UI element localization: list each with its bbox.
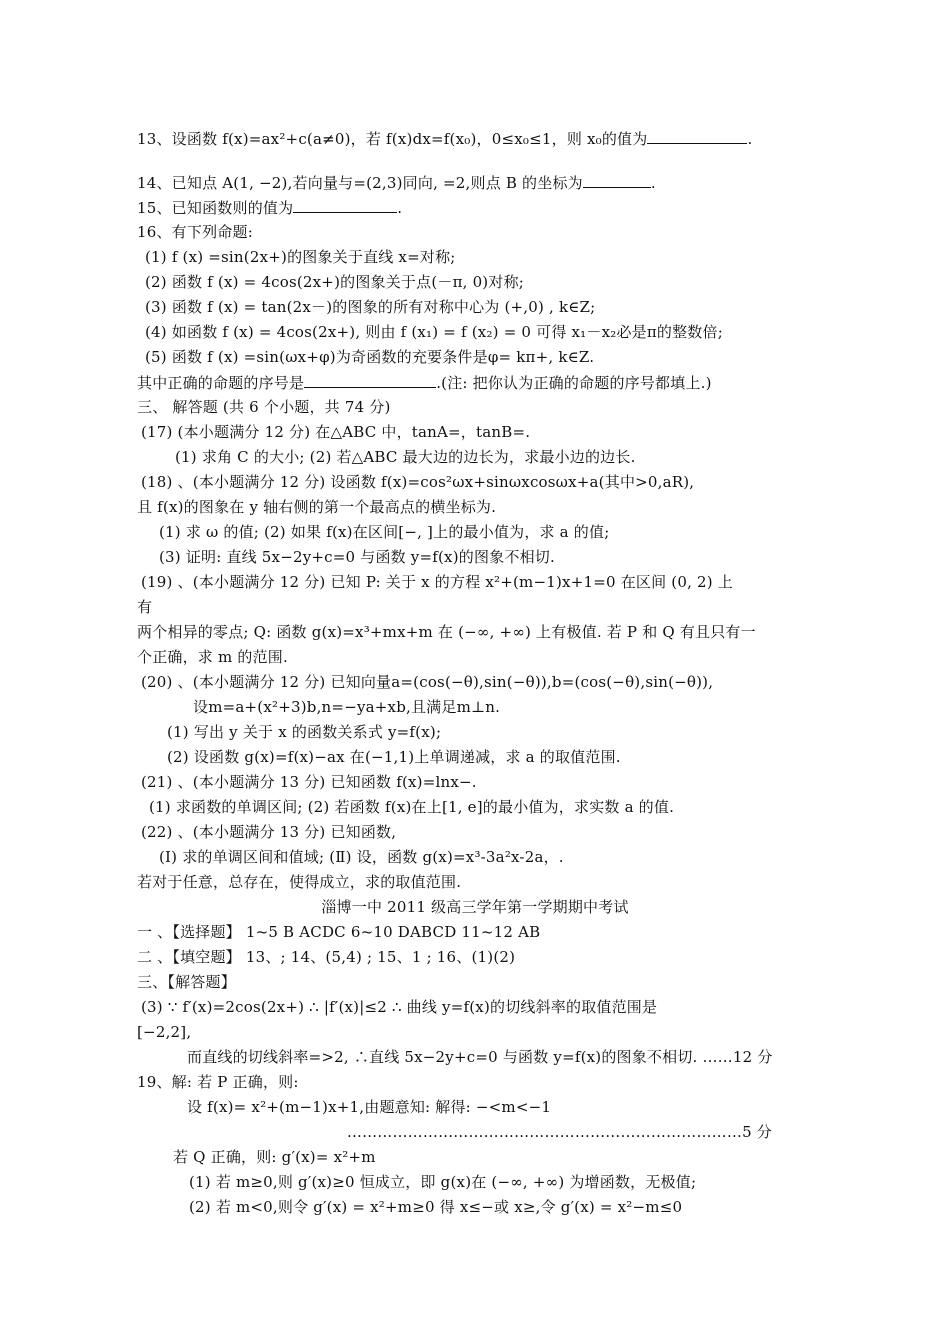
question-19-cont: 个正确，求 m 的范围. — [137, 648, 288, 666]
question-21-parts: (1) 求函数的单调区间; (2) 若函数 f(x)在上[1, e]的最小值为，求实数 a 的值. — [149, 798, 675, 816]
question-22: (22) 、(本小题满分 13 分) 已知函数, — [141, 823, 397, 841]
answer-choice: 一 、【选择题】 1~5 B ACDC 6~10 DABCD 11~12 AB — [137, 923, 541, 941]
question-22-parts: (Ⅰ) 求的单调区间和值域; (Ⅱ) 设，函数 g(x)=x³-3a²x-2a，. — [159, 848, 564, 866]
answer-key-title: 淄博一中 2011 级高三学年第一学期期中考试 — [321, 898, 629, 916]
proposition-1: (1) f (x) =sin(2x+)的图象关于直线 x=对称; — [145, 248, 456, 266]
solution-line: 而直线的切线斜率=>2, ∴直线 5x−2y+c=0 与函数 y=f(x)的图象不相切. ……12 分 — [187, 1048, 773, 1066]
solution-line: 若 Q 正确，则: g′(x)= x²+m — [173, 1148, 376, 1166]
solution-line: (1) 若 m≥0,则 g′(x)≥0 恒成立，即 g(x)在 (−∞, +∞) 为增函数，无极值; — [189, 1173, 697, 1191]
proposition-3: (3) 函数 f (x) = tan(2x－)的图象的所有对称中心为 (+,0) , k∈Z; — [145, 298, 596, 316]
question-22-cont: 若对于任意，总存在，使得成立，求的取值范围. — [137, 873, 462, 891]
question-15: 15、已知函数则的值为 . — [137, 199, 403, 217]
section-3-heading: 三、 解答题 (共 6 个小题，共 74 分) — [137, 398, 391, 416]
answer-blank — [647, 128, 747, 144]
answer-blank — [304, 372, 436, 388]
question-19: (19) 、(本小题满分 12 分) 已知 P: 关于 x 的方程 x²+(m−1)x+1=0 在区间 (0, 2) 上 — [141, 573, 733, 591]
solution-line: 设 f(x)= x²+(m−1)x+1,由题意知: 解得: −<m<−1 — [187, 1098, 552, 1116]
solution-line: [−2,2], — [137, 1023, 192, 1041]
question-18-parts: (1) 求 ω 的值; (2) 如果 f(x)在区间[−, ]上的最小值为，求 a 的值; — [159, 523, 610, 541]
proposition-4: (4) 如函数 f (x) = 4cos(2x+), 则由 f (x₁) = f (x₂) = 0 可得 x₁－x₂必是π的整数倍; — [145, 323, 723, 341]
question-17: (17) (本小题满分 12 分) 在△ABC 中，tanA=，tanB=. — [141, 423, 531, 441]
question-16-answer: 其中正确的命题的序号是 .(注: 把你认为正确的命题的序号都填上.) — [137, 374, 712, 392]
question-19-cont: 有 — [137, 598, 153, 616]
question-16: 16、有下列命题: — [137, 223, 253, 241]
answer-blank — [293, 197, 397, 213]
solution-line: (2) 若 m<0,则令 g′(x) = x²+m≥0 得 x≤−或 x≥,令 g′(x) = x²−m≤0 — [189, 1198, 683, 1216]
question-20-cont: 设m=a+(x²+3)b,n=−ya+xb,且满足m⊥n. — [193, 698, 501, 716]
solution-line: (3) ∵ f′(x)=2cos(2x+) ∴ |f′(x)|≤2 ∴ 曲线 y=f(x)的切线斜率的取值范围是 — [141, 998, 658, 1016]
question-20-part-2: (2) 设函数 g(x)=f(x)−ax 在(−1,1)上单调递减，求 a 的取值范围. — [167, 748, 621, 766]
proposition-2: (2) 函数 f (x) = 4cos(2x+)的图象关于点(－π, 0)对称; — [145, 273, 525, 291]
question-13: 13、设函数 f(x)=ax²+c(a≠0)，若 f(x)dx=f(x₀)，0≤x₀≤1，则 x₀的值为 . — [137, 130, 753, 148]
solution-line: ……………………………………………………………………5 分 — [346, 1123, 772, 1141]
proposition-5: (5) 函数 f (x) =sin(ωx+φ)为奇函数的充要条件是φ= kπ+, k∈Z. — [145, 348, 595, 366]
question-14: 14、已知点 A(1, −2),若向量与=(2,3)同向, =2,则点 B 的坐标为 . — [137, 174, 656, 192]
question-18: (18) 、(本小题满分 12 分) 设函数 f(x)=cos²ωx+sinωxcosωx+a(其中>0,aR), — [141, 473, 695, 491]
answer-solutions-heading: 三、【解答题】 — [137, 973, 236, 991]
question-17-parts: (1) 求角 C 的大小; (2) 若△ABC 最大边的边长为，求最小边的边长. — [175, 448, 636, 466]
question-18-part-3: (3) 证明: 直线 5x−2y+c=0 与函数 y=f(x)的图象不相切. — [159, 548, 555, 566]
question-20-part-1: (1) 写出 y 关于 x 的函数关系式 y=f(x); — [167, 723, 442, 741]
question-20: (20) 、(本小题满分 12 分) 已知向量a=(cos(−θ),sin(−θ)),b=(cos(−θ),sin(−θ)), — [141, 673, 714, 691]
question-18-condition: 且 f(x)的图象在 y 轴右侧的第一个最高点的横坐标为. — [137, 498, 497, 516]
question-19-cont: 两个相异的零点; Q: 函数 g(x)=x³+mx+m 在 (−∞, +∞) 上有极值. 若 P 和 Q 有且只有一 — [137, 623, 756, 641]
answer-fill: 二 、【填空题】 13、; 14、(5,4) ; 15、1 ; 16、(1)(2) — [137, 948, 516, 966]
question-21: (21) 、(本小题满分 13 分) 已知函数 f(x)=lnx−. — [141, 773, 477, 791]
solution-line: 19、解: 若 P 正确，则: — [137, 1073, 299, 1091]
answer-blank — [583, 172, 651, 188]
